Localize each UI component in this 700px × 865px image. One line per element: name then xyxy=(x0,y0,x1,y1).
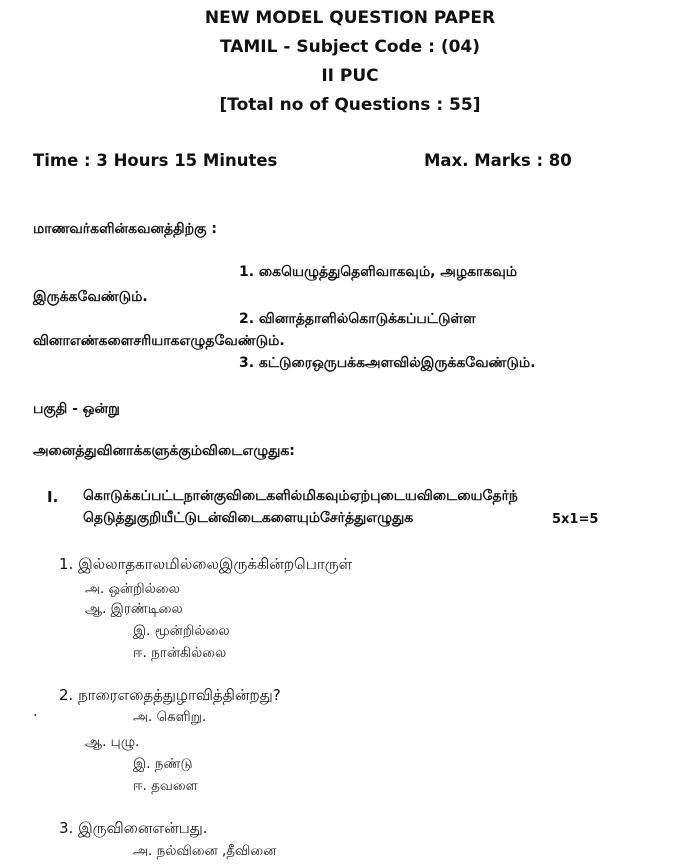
stray-mark: . xyxy=(33,704,38,720)
q2-option-a: அ. கெளிறு. xyxy=(133,709,207,725)
q1-option-a: அ. ஒன்றில்லை xyxy=(85,581,180,597)
q1-option-b: ஆ. இரண்டிலை xyxy=(85,601,183,617)
q2-option-b: ஆ. புழு. xyxy=(85,734,140,750)
class-label: II PUC xyxy=(321,66,379,86)
question-3: 3. இருவினைஎன்பது. xyxy=(59,819,208,837)
instruction-3: 3. கட்டுரைஒருபக்கஅளவில்இருக்கவேண்டும். xyxy=(239,355,536,371)
section-instruction-line-2: தெடுத்துகுறியீட்டுடன்விடைகளையும்சேர்த்துஎழுதுக xyxy=(83,510,414,526)
part-title: பகுதி - ஒன்று xyxy=(33,401,120,417)
q2-option-c: இ. நண்டு xyxy=(133,756,193,772)
paper-title: NEW MODEL QUESTION PAPER xyxy=(204,8,496,28)
q2-option-d: ஈ. தவளை xyxy=(133,778,198,794)
q3-option-a: அ. நல்வினை ,தீவினை xyxy=(133,843,277,859)
instruction-1-line-2: இருக்கவேண்டும். xyxy=(33,289,148,305)
q1-option-d: ஈ. நான்கில்லை xyxy=(133,645,227,661)
section-marks: 5x1=5 xyxy=(552,512,599,527)
instructions-heading: மாணவர்களின்கவனத்திற்கு : xyxy=(33,221,217,237)
instruction-2-line-2: வினாஎண்களைசரியாகஎழுதவேண்டும். xyxy=(33,333,285,349)
instruction-2-line-1: 2. வினாத்தாளில்கொடுக்கப்பட்டுள்ள xyxy=(239,311,476,327)
question-1: 1. இல்லாதகாலமில்லைஇருக்கின்றபொருள் xyxy=(59,555,353,573)
question-2: 2. நாரைஎதைத்துழாவித்தின்றது? xyxy=(59,686,281,704)
q1-option-c: இ. மூன்றில்லை xyxy=(133,623,230,639)
time-label: Time : 3 Hours 15 Minutes xyxy=(33,151,278,170)
subject-code: TAMIL - Subject Code : (04) xyxy=(219,37,481,57)
max-marks-label: Max. Marks : 80 xyxy=(424,151,572,170)
total-questions: [Total no of Questions : 55] xyxy=(219,95,481,115)
part-instruction: அனைத்துவினாக்களுக்கும்விடைஎழுதுக: xyxy=(33,443,295,459)
section-numeral: I. xyxy=(47,488,59,506)
section-instruction-line-1: கொடுக்கப்பட்டநான்குவிடைகளில்மிகவும்ஏற்புடையவிடையைதேர்ந் xyxy=(83,488,518,504)
instruction-1-line-1: 1. கையெழுத்துதெளிவாகவும், அழகாகவும் xyxy=(239,264,517,280)
